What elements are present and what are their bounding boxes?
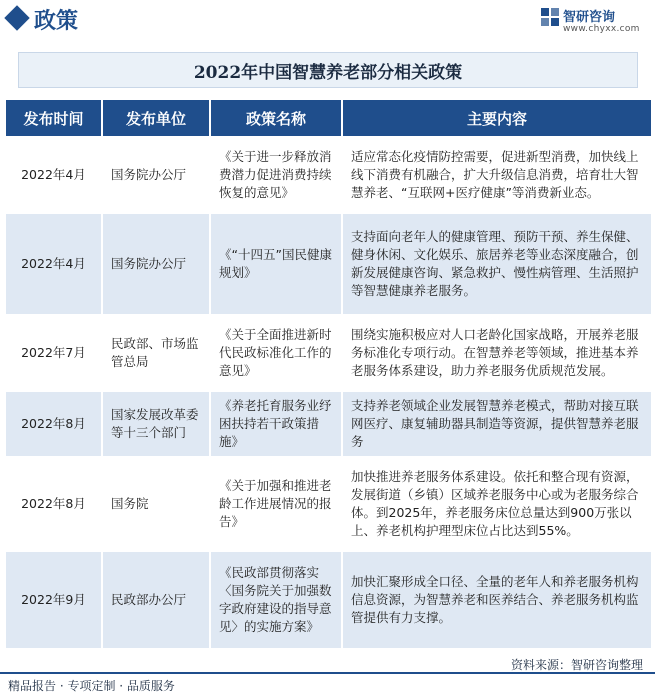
cell-policy-name: 《养老托育服务业纾困扶持若干政策措施》: [210, 392, 342, 456]
cell-date: 2022年9月: [6, 552, 102, 648]
cell-unit: 民政部、市场监管总局: [102, 314, 210, 392]
brand-name: 智研咨询: [563, 10, 616, 25]
cell-policy-name: 《关于全面推进新时代民政标准化工作的意见》: [210, 314, 342, 392]
table-row: [6, 456, 651, 552]
cell-content: 适应常态化疫情防控需要，促进新型消费，加快线上线下消费有机融合，扩大升级信息消费，培育壮大智慧养老、“互联网+医疗健康”等消费新业态。: [342, 136, 651, 214]
policy-table: [6, 100, 651, 649]
cell-policy-name: 《“十四五”国民健康规划》: [210, 214, 342, 314]
cell-date: 2022年8月: [6, 456, 102, 552]
cell-date: 2022年8月: [6, 392, 102, 456]
top-bar: [0, 0, 655, 40]
cell-content: 加快推进养老服务体系建设。依托和整合现有资源，发展街道（乡镇）区域养老服务中心或为老服务综合体。到2025年，养老服务床位总量达到900万张以上、养老机构护理型床位占比达到55%。: [342, 456, 651, 552]
cell-policy-name: 《民政部贯彻落实〈国务院关于加强数字政府建设的指导意见〉的实施方案》: [210, 552, 342, 648]
page-title: 2022年中国智慧养老部分相关政策: [193, 62, 463, 83]
cell-policy-name: 《关于进一步释放消费潜力促进消费持续恢复的意见》: [210, 136, 342, 214]
diamond-icon: [4, 5, 29, 30]
cell-content: 支持养老领域企业发展智慧养老模式，帮助对接互联网医疗、康复辅助器具制造等资源，提供智慧养老服务: [342, 392, 651, 456]
cell-date: 2022年4月: [6, 136, 102, 214]
brand-url: www.chyxx.com: [563, 24, 640, 34]
cell-date: 2022年4月: [6, 214, 102, 314]
cell-unit: 民政部办公厅: [102, 552, 210, 648]
header-policy-name: 政策名称: [210, 100, 342, 136]
table-row: [6, 136, 651, 214]
table-row: [6, 392, 651, 456]
cell-unit: 国家发展改革委等十三个部门: [102, 392, 210, 456]
header-unit: 发布单位: [102, 100, 210, 136]
source-note: 资料来源：智研咨询整理: [510, 658, 643, 672]
footer: [0, 658, 655, 696]
title-bar: [18, 52, 638, 88]
cell-content: 支持面向老年人的健康管理、预防干预、养生保健、健身休闲、文化娱乐、旅居养老等业态深度融合，创新发展健康咨询、紧急救护、慢性病管理、生活照护等智慧健康养老服务。: [342, 214, 651, 314]
cell-unit: 国务院办公厅: [102, 214, 210, 314]
table-row: [6, 214, 651, 314]
table-header-row: [6, 100, 651, 136]
brand-mark-icon: [541, 8, 559, 26]
cell-date: 2022年7月: [6, 314, 102, 392]
table-row: [6, 552, 651, 648]
cell-content: 加快汇聚形成全口径、全量的老年人和养老服务机构信息资源，为智慧养老和医养结合、养老服务机构监管提供有力支撑。: [342, 552, 651, 648]
header-date: 发布时间: [6, 100, 102, 136]
table-row: [6, 314, 651, 392]
cell-content: 围绕实施积极应对人口老龄化国家战略，开展养老服务标准化专项行动。在智慧养老等领域，推进基本养老服务体系建设，助力养老服务优质规范发展。: [342, 314, 651, 392]
footer-tagline: 精品报告 · 专项定制 · 品质服务: [8, 679, 175, 693]
header-content: 主要内容: [342, 100, 651, 136]
section-title: 政策: [34, 9, 79, 34]
cell-unit: 国务院办公厅: [102, 136, 210, 214]
cell-unit: 国务院: [102, 456, 210, 552]
brand-logo: [541, 6, 641, 36]
cell-policy-name: 《关于加强和推进老龄工作进展情况的报告》: [210, 456, 342, 552]
